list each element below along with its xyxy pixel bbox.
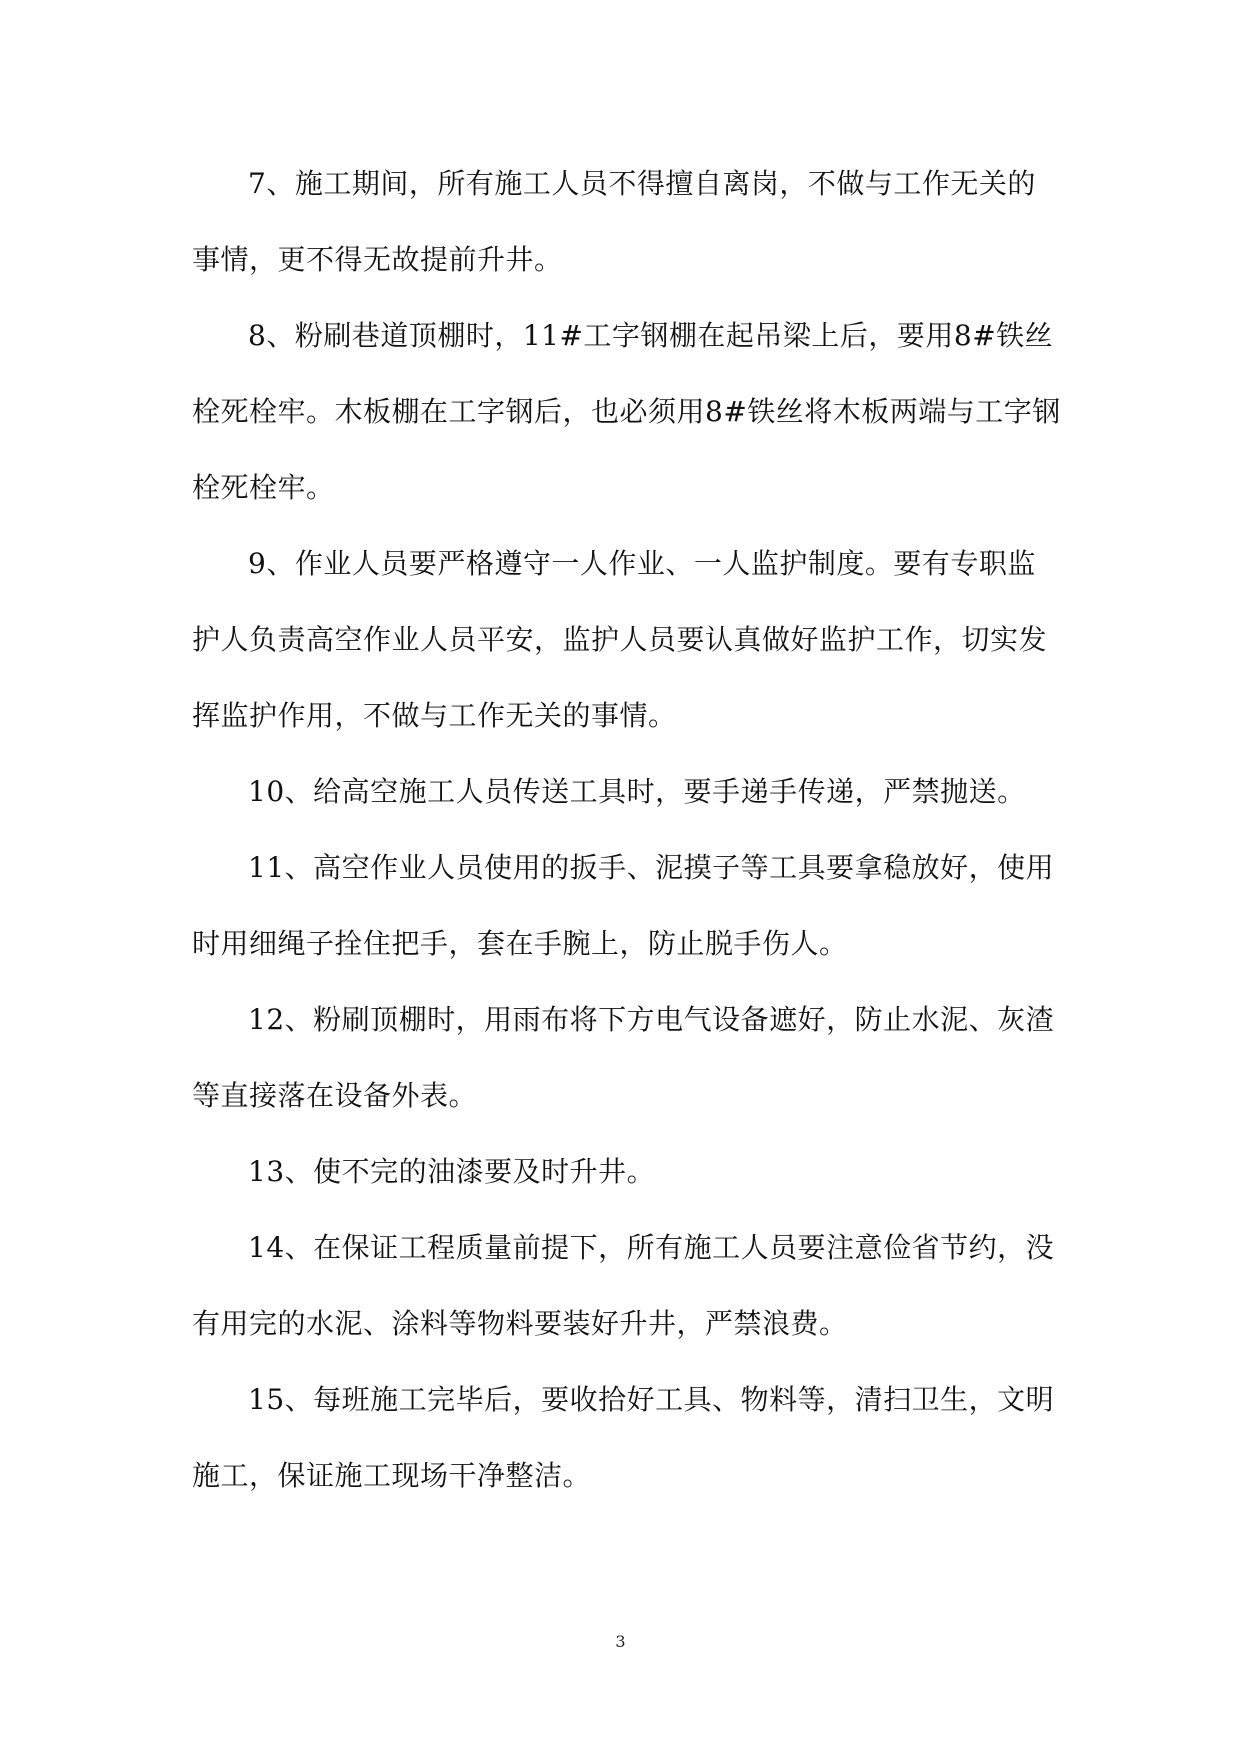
document-body <box>192 146 1062 1514</box>
paragraph-item-13: 13、使不完的油漆要及时升井。 <box>248 1155 656 1188</box>
paragraph-item-15: 15、每班施工完毕后，要收拾好工具、物料等，清扫卫生，文明施工，保证施工现场干净整洁。 <box>192 1383 1055 1492</box>
paragraph-item-9: 9、作业人员要严格遵守一人作业、一人监护制度。要有专职监护人负责高空作业人员平安，监护人员要认真做好监护工作，切实发挥监护作用，不做与工作无关的事情。 <box>192 547 1048 732</box>
paragraph-item-12: 12、粉刷顶棚时，用雨布将下方电气设备遮好，防止水泥、灰渣等直接落在设备外表。 <box>192 1003 1055 1112</box>
paragraph-item-14: 14、在保证工程质量前提下，所有施工人员要注意俭省节约，没有用完的水泥、涂料等物料要装好升井，严禁浪费。 <box>192 1231 1055 1340</box>
paragraph-item-10: 10、给高空施工人员传送工具时，要手递手传递，严禁抛送。 <box>248 775 1026 808</box>
page-number: 3 <box>615 1632 626 1651</box>
paragraph-item-8: 8、粉刷巷道顶棚时，11#工字钢棚在起吊梁上后，要用8#铁丝栓死栓牢。木板棚在工字钢后，也必须用8#铁丝将木板两端与工字钢栓死栓牢。 <box>192 319 1061 504</box>
paragraph-item-11: 11、高空作业人员使用的扳手、泥摸子等工具要拿稳放好，使用时用细绳子拴住把手，套在手腕上，防止脱手伤人。 <box>192 851 1055 960</box>
paragraph-item-7: 7、施工期间，所有施工人员不得擅自离岗，不做与工作无关的事情，更不得无故提前升井。 <box>192 167 1036 276</box>
